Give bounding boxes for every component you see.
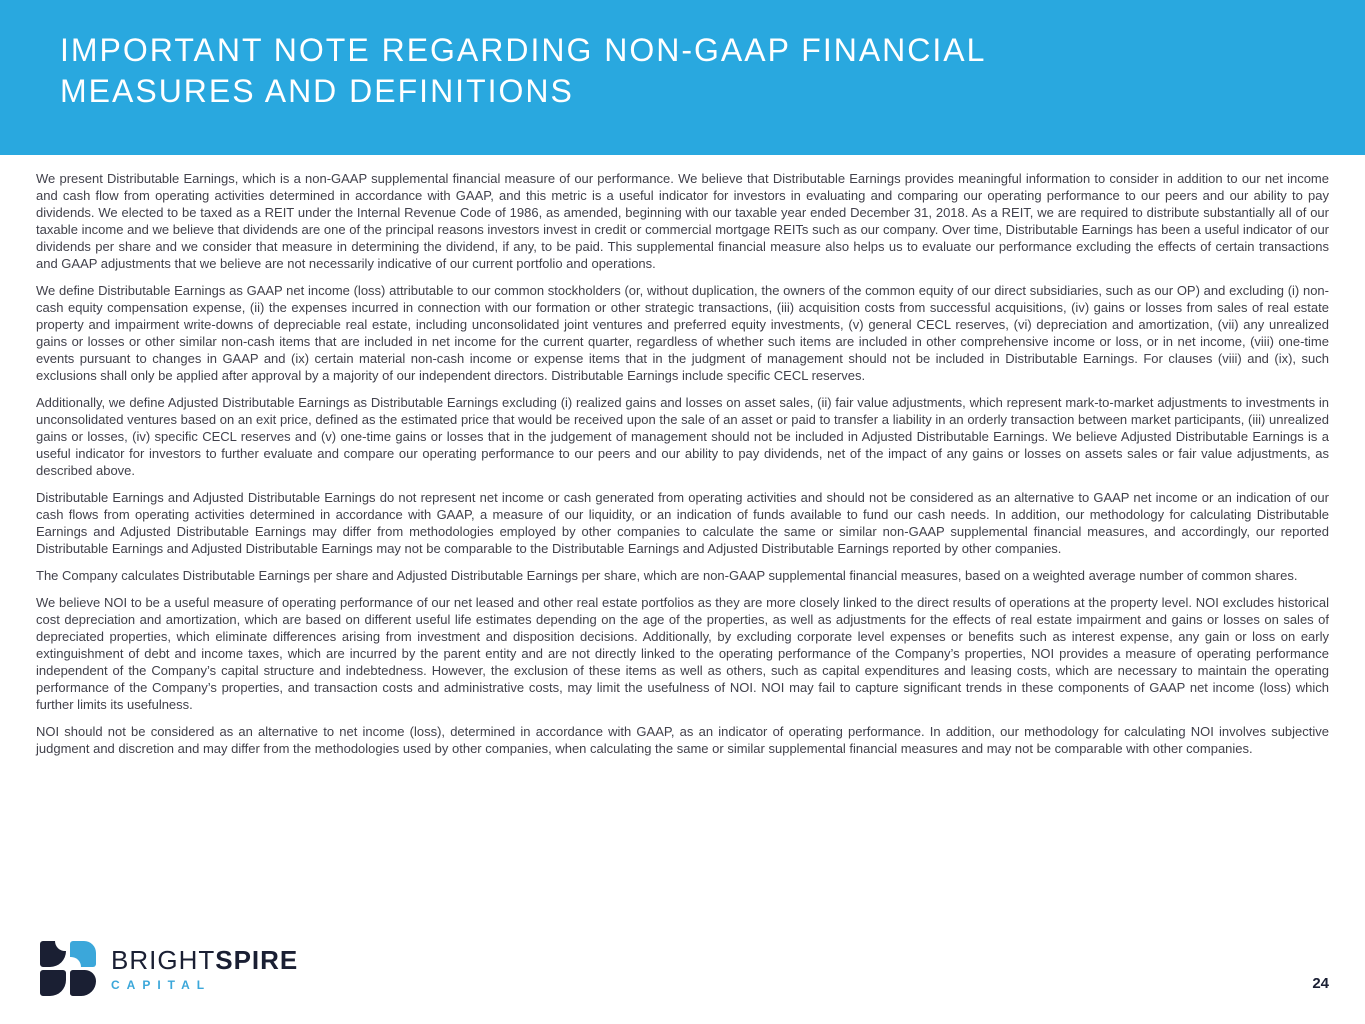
logo-wordmark <box>111 946 298 992</box>
logo-brand-regular: BRIGHT <box>111 944 216 975</box>
logo-brand-name <box>111 946 298 974</box>
page-title-line-2: MEASURES AND DEFINITIONS <box>60 73 574 109</box>
paragraph-per-share-calculation: The Company calculates Distributable Earnings per share and Adjusted Distributable Earnings per share, which are non-GAAP supplemental financial measures, based on a weighted average number of common shares. <box>36 568 1298 583</box>
paragraph-adjusted-distributable-earnings-definition: Additionally, we define Adjusted Distributable Earnings as Distributable Earnings excluding (i) realized gains and losses on asset sales, (ii) fair value adjustments, which represent mark-to-market adjustments to investments in unconsolidated ventures based on an exit price, defined as the estimated price that would be received upon the sale of an asset or paid to transfer a liability in an orderly transaction between market participants, (iii) unrealized gains or losses, (iv) specific CECL reserves and (v) one-time gains or losses that in the judgement of management should not be included in Adjusted Distributable Earnings. We believe Adjusted Distributable Earnings is a useful indicator for investors to further evaluate and compare our operating performance to our peers and our ability to pay dividends, net of the impact of any gains or losses on assets sales or fair value adjustments, as described above. <box>36 395 1329 478</box>
slide-header-banner <box>0 0 1365 155</box>
logo-brand-bold: SPIRE <box>215 944 299 975</box>
page-number: 24 <box>1312 975 1329 992</box>
paragraph-noi-definition: We believe NOI to be a useful measure of operating performance of our net leased and other real estate portfolios as they are more closely linked to the direct results of operations at the property level. NOI excludes historical cost depreciation and amortization, which are based on different useful life estimates depending on the age of the properties, as well as adjustments for the effects of real estate impairment and gains or losses on sales of depreciated properties, which eliminate differences arising from investment and disposition decisions. Additionally, by excluding corporate level expenses or benefits such as interest expense, any gain or loss on early extinguishment of debt and income taxes, which are incurred by the parent entity and are not directly linked to the operating performance of the Company’s properties, NOI provides a measure of operating performance independent of the Company’s capital structure and indebtedness. However, the exclusion of these items as well as others, such as capital expenditures and leasing costs, which are necessary to maintain the operating performance of the Company’s properties, and transaction costs and administrative costs, may limit the usefulness of NOI. NOI may fail to capture significant trends in these components of GAAP net income (loss) which further limits its usefulness. <box>36 595 1329 712</box>
brightspire-capital-logo <box>40 941 298 996</box>
page-title-line-1: IMPORTANT NOTE REGARDING NON-GAAP FINANCIAL <box>60 32 987 68</box>
logo-tile-bottom-right <box>70 970 96 996</box>
paragraph-distributable-earnings-definition: We define Distributable Earnings as GAAP net income (loss) attributable to our common stockholders (or, without duplication, the owners of the common equity of our direct subsidiaries, such as our OP) and excluding (i) non-cash equity compensation expense, (ii) the expenses incurred in connection with our formation or other strategic transactions, (iii) acquisition costs from successful acquisitions, (iv) gains or losses from sales of real estate property and impairment write-downs of depreciable real estate, including unconsolidated joint ventures and preferred equity investments, (v) general CECL reserves, (vi) depreciation and amortization, (vii) any unrealized gains or losses or other similar non-cash items that are included in net income for the current quarter, regardless of whether such items are included in other comprehensive income or loss, or in net income, (viii) one-time events pursuant to changes in GAAP and (ix) certain material non-cash income or expense items that in the judgment of management should not be included in Distributable Earnings. For clauses (viii) and (ix), such exclusions shall only be applied after approval by a majority of our independent directors. Distributable Earnings include specific CECL reserves. <box>36 283 1329 383</box>
page-title <box>60 30 1365 112</box>
logo-tile-bottom-left <box>40 970 66 996</box>
logo-subtitle: CAPITAL <box>111 977 212 992</box>
paragraph-non-gaap-disclaimer: Distributable Earnings and Adjusted Distributable Earnings do not represent net income or cash generated from operating activities and should not be considered as an alternative to GAAP net income or an indication of our cash flows from operating activities determined in accordance with GAAP, a measure of our liquidity, or an indication of funds available to fund our cash needs. In addition, our methodology for calculating Distributable Earnings and Adjusted Distributable Earnings may differ from methodologies employed by other companies to calculate the same or similar non-GAAP supplemental financial measures, and accordingly, our reported Distributable Earnings and Adjusted Distributable Earnings may not be comparable to the Distributable Earnings and Adjusted Distributable Earnings reported by other companies. <box>36 490 1329 556</box>
paragraph-distributable-earnings-intro: We present Distributable Earnings, which is a non-GAAP supplemental financial measure of our performance. We believe that Distributable Earnings provides meaningful information to consider in addition to our net income and cash flow from operating activities determined in accordance with GAAP, and this metric is a useful indicator for investors in evaluating and comparing our operating performance to our peers and our ability to pay dividends. We elected to be taxed as a REIT under the Internal Revenue Code of 1986, as amended, beginning with our taxable year ended December 31, 2018. As a REIT, we are required to distribute substantially all of our taxable income and we believe that dividends are one of the principal reasons investors invest in credit or commercial mortgage REITs such as our company. Over time, Distributable Earnings has been a useful indicator of our dividends per share and we consider that measure in determining the dividend, if any, to be paid. This supplemental financial measure also helps us to evaluate our performance excluding the effects of certain transactions and GAAP adjustments that we believe are not necessarily indicative of our current portfolio and operations. <box>36 171 1329 271</box>
slide-body <box>0 155 1365 757</box>
paragraph-noi-disclaimer: NOI should not be considered as an alternative to net income (loss), determined in accordance with GAAP, as an indicator of operating performance. In addition, our methodology for calculating NOI involves subjective judgment and discretion and may differ from the methodologies used by other companies, when calculating the same or similar supplemental financial measures and may not be comparable with other companies. <box>36 724 1329 756</box>
brightspire-logo-icon <box>40 941 97 996</box>
slide-footer <box>0 929 1365 1024</box>
